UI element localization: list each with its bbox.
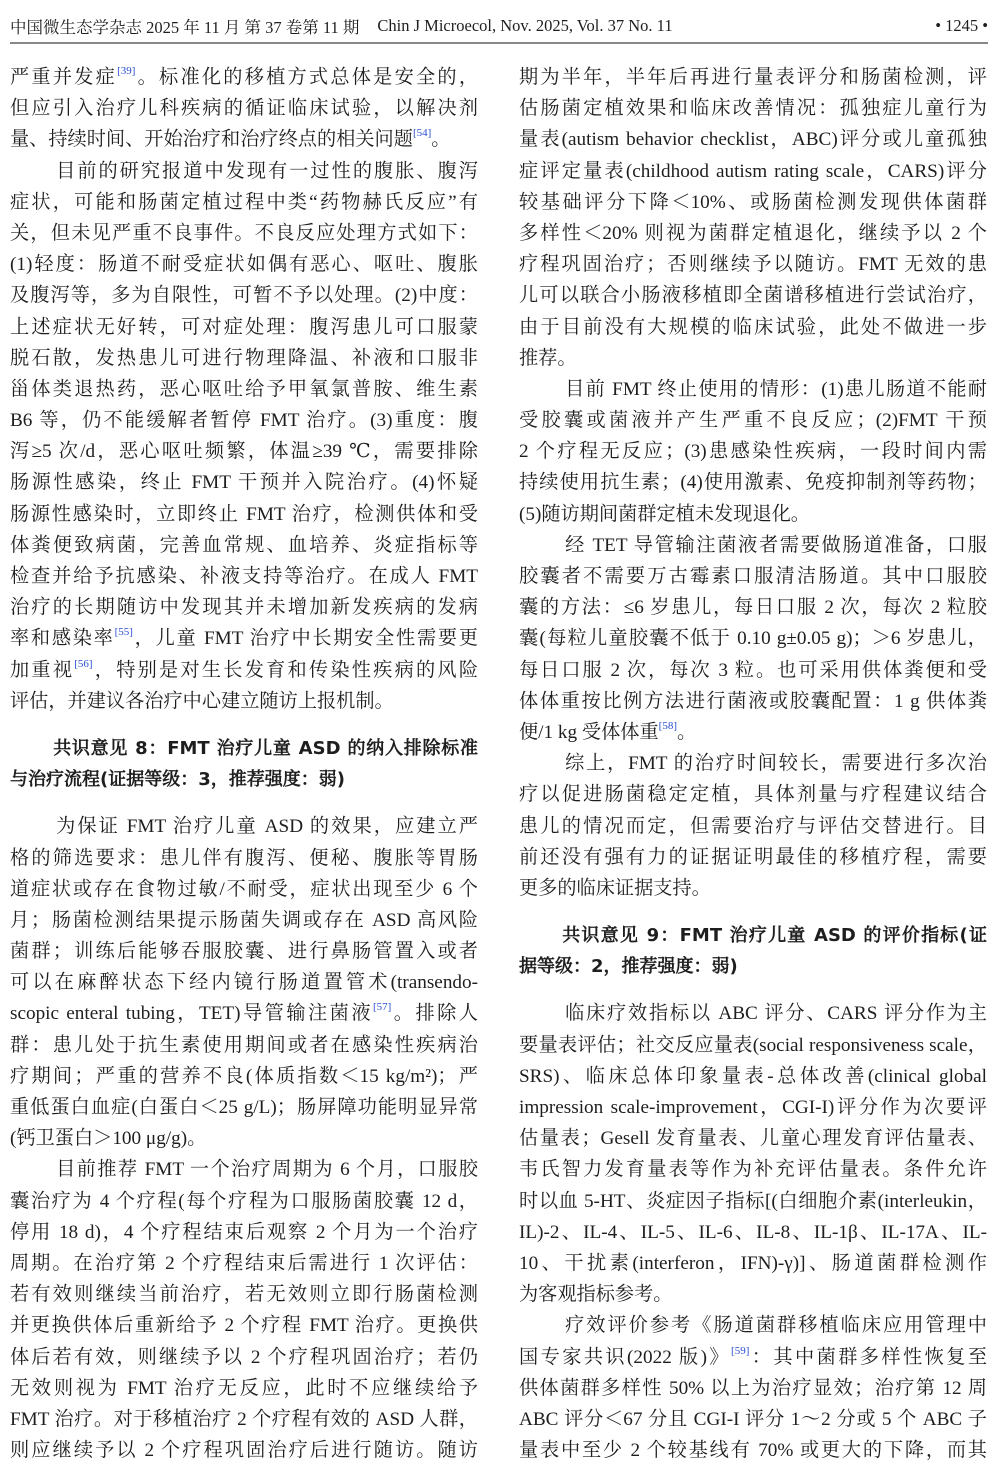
paragraph	[10, 62, 478, 156]
left-column	[10, 62, 478, 1466]
citation-link[interactable]: [55]	[114, 626, 133, 639]
text-line: 可以在麻醉状态下经内镜行肠道置管术(transendo-	[10, 972, 478, 994]
text-line: 严重并发症[39]。标准化的移植方式总体是安全的，	[10, 65, 479, 88]
text-line: 囊治疗为 4 个疗程(每个疗程为口服肠菌胶囊 12 d，	[10, 1190, 478, 1212]
text-line: 评估，并建议各治疗中心建立随访上报机制。	[10, 690, 394, 712]
paragraph	[519, 374, 987, 530]
text-line: 疗效评价参考《肠道菌群移植临床应用管理中	[565, 1315, 987, 1337]
text-line: 目前 FMT 终止使用的情形：(1)患儿肠道不能耐	[565, 378, 987, 400]
text-line: 与治疗流程(证据等级：3，推荐强度：弱)	[10, 769, 345, 791]
journal-title-cn: 中国微生态学杂志 2025 年 11 月 第 37 卷第 11 期	[10, 18, 360, 37]
paragraph	[519, 62, 987, 374]
text-line: 若有效则继续当前治疗，若无效则立即行肠菌检测	[10, 1284, 478, 1306]
paragraph	[10, 811, 478, 1154]
text-line: 目前的研究报道中发现有一过性的腹胀、腹泻	[56, 160, 478, 182]
text-line: 共识意见 8：FMT 治疗儿童 ASD 的纳入排除标准	[53, 737, 478, 759]
text-line: 周期。在治疗第 2 个疗程结束后需进行 1 次评估：	[10, 1252, 478, 1274]
text-line: 估肠菌定植效果和临床改善情况：孤独症儿童行为	[519, 98, 987, 120]
text-line: 囊的方法：≤6 岁患儿，每日口服 2 次，每次 2 粒胶	[519, 597, 987, 619]
text-line: 脱石散，发热患儿可进行物理降温、补液和口服非	[10, 347, 478, 369]
citation-link[interactable]: [56]	[74, 657, 93, 670]
text-line: 估量表；Gesell 发育量表、儿童心理发育评估量表、	[519, 1128, 987, 1150]
paragraph	[10, 1154, 478, 1466]
text-line: 受胶囊或菌液并产生严重不良反应；(2)FMT 干预	[519, 410, 987, 432]
text-line: 胶囊者不需要万古霉素口服清洁肠道。其中口服胶	[519, 566, 987, 587]
text-line: 检查并给予抗感染、补液支持等治疗。在成人 FMT	[10, 566, 478, 587]
citation-link[interactable]: [54]	[412, 127, 432, 140]
text-line: 多样性＜20% 则视为菌群定植退化，继续予以 2 个	[519, 222, 987, 244]
text-line: 儿可以联合小肠液移植即全菌谱移植进行尝试治疗，	[519, 285, 987, 307]
citation-link[interactable]: [39]	[117, 65, 136, 77]
text-line: IL)-2、IL-4、IL-5、IL-6、IL-8、IL-1β、IL-17A、IL-	[519, 1221, 987, 1243]
text-line: 共识意见 9：FMT 治疗儿童 ASD 的评价指标(证	[562, 925, 987, 947]
text-line: scopic enteral tubing，TET)导管输注菌液[57]。排除人	[10, 1001, 478, 1025]
text-line: 格的筛选要求：患儿伴有腹泻、便秘、腹胀等胃肠	[10, 847, 478, 869]
text-line: 治疗的长期随访中发现其并未增加新发疾病的发病	[10, 597, 478, 619]
text-line: 体后若有效，则继续予以 2 个疗程巩固治疗；若仍	[10, 1346, 478, 1368]
text-line: 要量表评估；社交反应量表(social responsiveness scale，	[519, 1034, 987, 1056]
text-line: 临床疗效指标以 ABC 评分、CARS 评分作为主	[565, 1003, 987, 1025]
citation-link[interactable]: [57]	[373, 1001, 392, 1014]
text-line: 体粪便致病菌，完善血常规、血培养、炎症指标等	[10, 534, 478, 556]
text-line: (5)随访期间菌群定植未发现退化。	[519, 503, 810, 525]
header-rule	[10, 42, 988, 44]
text-line: 症状，可能和肠菌定植过程中类“药物赫氏反应”有	[10, 191, 478, 213]
text-line: 由于目前没有大规模的临床试验，此处不做进一步	[519, 316, 987, 338]
text-line: impression scale-improvement，CGI-I)评分作为次要评	[519, 1097, 987, 1118]
text-line: 重低蛋白血症(白蛋白＜25 g/L)；肠屏障功能明显异常	[10, 1097, 478, 1118]
text-line: 量表中至少 2 个较基线有 70% 或更大的下降，而其	[519, 1440, 987, 1462]
text-line: 甾体类退热药，恶心呕吐给予甲氧氯普胺、维生素	[10, 378, 478, 400]
text-line: 时以血 5-HT、炎症因子指标[(白细胞介素(interleukin，	[519, 1190, 987, 1212]
text-line: 便/1 kg 受体体重[58]。	[519, 719, 697, 743]
text-line: B6 等，仍不能缓解者暂停 FMT 治疗。(3)重度：腹	[10, 410, 478, 432]
text-line: 关，但未见严重不良事件。不良反应处理方式如下：	[10, 222, 478, 244]
text-line: 并更换供体后重新给予 2 个疗程 FMT 治疗。更换供	[10, 1315, 478, 1337]
text-line: 国专家共识(2022 版)》[59]：其中菌群多样性恢复至	[519, 1344, 988, 1368]
text-line: (1)轻度：肠道不耐受症状如偶有恶心、呕吐、腹胀	[10, 254, 478, 276]
citation-link[interactable]: [59]	[731, 1344, 750, 1357]
running-header	[10, 10, 988, 42]
text-line: 停用 18 d)，4 个疗程结束后观察 2 个月为一个治疗	[10, 1221, 478, 1243]
text-line: 2 个疗程无反应；(3)患感染性疾病，一段时间内需	[519, 441, 987, 463]
paragraph	[519, 748, 987, 904]
text-line: 上述症状无好转，可对症处理：腹泻患儿可口服蒙	[10, 316, 478, 338]
text-line: 目前推荐 FMT 一个治疗周期为 6 个月，口服胶	[56, 1159, 478, 1181]
text-line: 加重视[56]，特别是对生长发育和传染性疾病的风险	[10, 657, 479, 681]
right-column	[519, 62, 987, 1466]
paragraph	[519, 998, 987, 1310]
text-line: 量、持续时间、开始治疗和治疗终点的相关问题[54]。	[10, 127, 451, 151]
text-line: 率和感染率[55]，儿童 FMT 治疗中长期安全性需要更	[10, 626, 478, 650]
text-line: 道症状或存在食物过敏/不耐受，症状出现至少 6 个	[10, 878, 478, 900]
text-line: 囊(每粒儿童胶囊不低于 0.10 g±0.05 g)；＞6 岁患儿，	[519, 628, 987, 650]
paragraph	[10, 156, 478, 717]
text-line: 患儿的情况而定，但需要治疗与评估交替进行。目	[519, 815, 987, 837]
paragraph	[519, 1310, 987, 1466]
text-line: 经 TET 导管输注菌液者需要做肠道准备，口服	[565, 534, 987, 556]
page-number: • 1245 •	[935, 16, 988, 35]
text-line: 肠源性感染时，立即终止 FMT 治疗，检测供体和受	[10, 503, 478, 525]
citation-link[interactable]: [58]	[658, 719, 677, 732]
text-line: 期为半年，半年后再进行量表评分和肠菌检测，评	[519, 67, 987, 88]
paragraph	[519, 530, 987, 748]
text-line: 及腹泻等，多为自限性，可暂不予以处理。(2)中度：	[10, 285, 478, 307]
text-line: 无效则视为 FMT 治疗无反应，此时不应继续给予	[10, 1377, 478, 1399]
text-line: 症评定量表(childhood autism rating scale，CARS)评分	[519, 160, 987, 182]
text-line: 肠源性感染，终止 FMT 干预并入院治疗。(4)怀疑	[10, 472, 478, 494]
text-line: 持续使用抗生素；(4)使用激素、免疫抑制剂等药物；	[519, 472, 987, 494]
text-line: 前还没有强有力的证据证明最佳的移植疗程，需要	[519, 846, 987, 868]
journal-title-en: Chin J Microecol, Nov. 2025, Vol. 37 No. 11	[377, 16, 673, 35]
text-line: 量表(autism behavior checklist，ABC)评分或儿童孤独	[519, 129, 987, 151]
text-line: 但应引入治疗儿科疾病的循证临床试验，以解决剂	[10, 98, 478, 120]
text-line: 为客观指标参考。	[519, 1284, 673, 1306]
text-line: 较基础评分下降＜10%、或肠菌检测发现供体菌群	[519, 191, 987, 213]
text-line: 更多的临床证据支持。	[519, 877, 711, 899]
section-heading	[519, 920, 987, 982]
text-line: 为保证 FMT 治疗儿童 ASD 的效果，应建立严	[56, 816, 478, 838]
text-line: (钙卫蛋白＞100 μg/g)。	[10, 1128, 207, 1150]
text-line: 疗期间；严重的营养不良(体质指数＜15 kg/m²)；严	[10, 1065, 478, 1087]
text-line: 韦氏智力发育量表等作为补充评估量表。条件允许	[519, 1159, 987, 1181]
text-line: 供体菌群多样性 50% 以上为治疗显效；治疗第 12 周	[519, 1377, 987, 1399]
text-line: 菌群；训练后能够吞服胶囊、进行鼻肠管置入或者	[10, 941, 478, 963]
text-line: 则应继续予以 2 个疗程巩固治疗后进行随访。随访	[10, 1440, 478, 1462]
text-line: 疗程巩固治疗；否则继续予以随访。FMT 无效的患	[519, 254, 987, 276]
text-line: 每日口服 2 次，每次 3 粒。也可采用供体粪便和受	[519, 659, 987, 681]
text-line: 疗以促进肠菌稳定定植，具体剂量与疗程建议结合	[519, 784, 987, 806]
text-line: 综上，FMT 的治疗时间较长，需要进行多次治	[565, 753, 987, 775]
text-line: 推荐。	[519, 347, 577, 369]
text-line: 群：患儿处于抗生素使用期间或者在感染性疾病治	[10, 1034, 478, 1056]
text-line: 月；肠菌检测结果提示肠菌失调或存在 ASD 高风险	[10, 909, 478, 931]
text-line: 10、干扰素(interferon，IFN)-γ)]、肠道菌群检测作	[519, 1252, 987, 1274]
section-heading	[10, 733, 478, 795]
text-line: FMT 治疗。对于移植治疗 2 个疗程有效的 ASD 人群，	[10, 1408, 478, 1430]
text-line: 体体重按比例方法进行菌液或胶囊配置：1 g 供体粪	[519, 690, 987, 712]
text-line: ABC 评分＜67 分且 CGI-I 评分 1～2 分或 5 个 ABC 子	[519, 1408, 987, 1430]
text-line: 泻≥5 次/d，恶心呕吐频繁，体温≥39 ℃，需要排除	[10, 441, 478, 463]
text-line: SRS)、临床总体印象量表-总体改善(clinical global	[519, 1065, 987, 1087]
text-line: 据等级：2，推荐强度：弱)	[519, 956, 738, 978]
